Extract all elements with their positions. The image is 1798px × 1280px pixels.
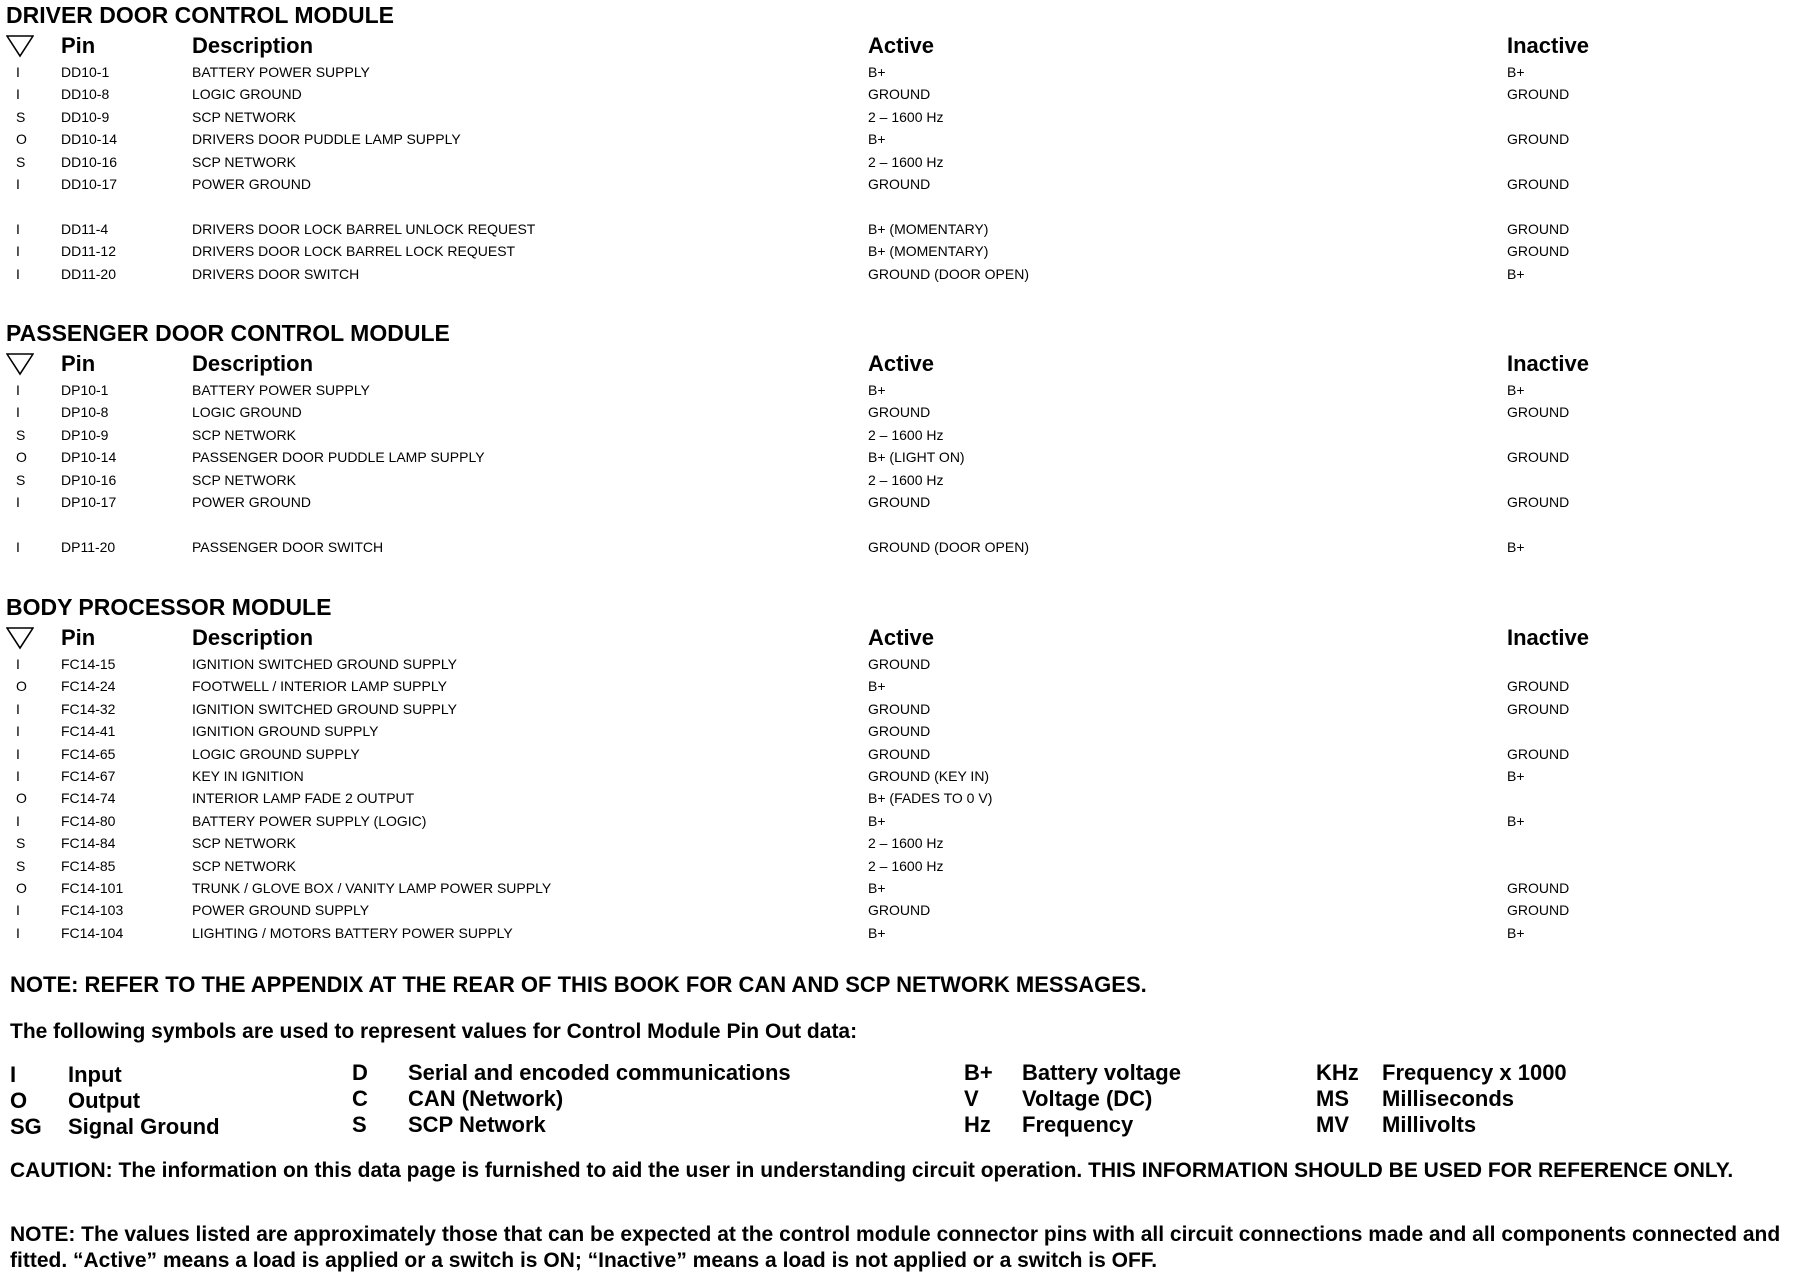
header-inactive: Inactive — [1507, 33, 1589, 58]
active-value: B+ — [868, 812, 886, 829]
io-type: I — [16, 700, 20, 717]
pin-description: SCP NETWORK — [192, 857, 296, 874]
pin-id: DP11-20 — [61, 538, 116, 555]
inactive-value: GROUND — [1507, 175, 1570, 192]
table-row — [6, 899, 1786, 921]
inactive-value: B+ — [1507, 382, 1525, 398]
table-row — [6, 536, 1786, 558]
header-pin: Pin — [61, 33, 96, 58]
header-description: Description — [192, 625, 314, 650]
active-value: 2 – 1600 Hz — [868, 426, 944, 443]
table-row — [6, 832, 1786, 854]
pin-id: FC14-24 — [61, 678, 116, 695]
legend-sym: S — [352, 1112, 367, 1137]
module-title: PASSENGER DOOR CONTROL MODULE — [6, 320, 450, 346]
pin-id: FC14-67 — [61, 767, 116, 784]
legend-desc: Frequency x 1000 — [1382, 1060, 1567, 1085]
pin-description: SCP NETWORK — [192, 153, 296, 170]
pin-id: DD10-17 — [61, 175, 118, 192]
table-row — [6, 379, 1786, 401]
pin-id: FC14-101 — [61, 879, 124, 896]
pin-description: PASSENGER DOOR PUDDLE LAMP SUPPLY — [192, 449, 485, 466]
module-section-driver-door — [6, 0, 1786, 285]
pin-id: FC14-80 — [61, 812, 116, 829]
io-type: S — [16, 426, 26, 443]
active-value: B+ — [868, 382, 886, 398]
pin-description: POWER GROUND — [192, 175, 311, 192]
inactive-value: GROUND — [1507, 493, 1570, 510]
pin-description: INTERIOR LAMP FADE 2 OUTPUT — [192, 790, 415, 807]
legend-sym: V — [964, 1086, 979, 1111]
triangle-down-icon — [6, 352, 34, 376]
pin-id: DD11-12 — [61, 243, 116, 260]
symbol-legend — [0, 1060, 1798, 1140]
io-type: I — [16, 64, 20, 80]
table-row — [6, 173, 1786, 195]
legend-sym: D — [352, 1060, 368, 1085]
pin-id: FC14-32 — [61, 700, 116, 717]
io-type: I — [16, 723, 20, 740]
pin-description: LOGIC GROUND SUPPLY — [192, 745, 360, 762]
io-type: I — [16, 220, 20, 237]
inactive-value: B+ — [1507, 812, 1525, 829]
pin-description: SCP NETWORK — [192, 835, 296, 852]
inactive-value: B+ — [1507, 64, 1525, 80]
inactive-value: GROUND — [1507, 404, 1570, 421]
inactive-value: B+ — [1507, 924, 1525, 941]
module-section-body-processor — [6, 592, 1786, 944]
inactive-value: GROUND — [1507, 449, 1570, 466]
pin-description: TRUNK / GLOVE BOX / VANITY LAMP POWER SUPPLY — [192, 879, 552, 896]
active-value: GROUND — [868, 745, 931, 762]
pin-id: FC14-85 — [61, 857, 116, 874]
table-row — [6, 653, 1786, 675]
active-value: GROUND — [868, 493, 931, 510]
pin-description: DRIVERS DOOR SWITCH — [192, 265, 360, 282]
pin-description: IGNITION SWITCHED GROUND SUPPLY — [192, 700, 457, 717]
header-active: Active — [868, 351, 935, 376]
inactive-value: GROUND — [1507, 131, 1570, 148]
pin-description: SCP NETWORK — [192, 471, 296, 488]
table-row — [6, 240, 1786, 262]
module-title: DRIVER DOOR CONTROL MODULE — [6, 2, 395, 28]
io-type: S — [16, 153, 26, 170]
io-type: I — [16, 243, 20, 260]
table-row — [6, 128, 1786, 150]
pin-id: DP10-1 — [61, 382, 109, 398]
active-value: B+ — [868, 924, 886, 941]
legend-desc: Input — [68, 1062, 122, 1087]
table-row — [6, 922, 1786, 944]
io-type: I — [16, 86, 20, 103]
pin-id: DD10-1 — [61, 64, 110, 80]
io-type: I — [16, 902, 20, 919]
active-value: B+ — [868, 678, 886, 695]
table-row — [6, 675, 1786, 697]
pin-description: PASSENGER DOOR SWITCH — [192, 538, 384, 555]
io-type: S — [16, 471, 26, 488]
table-row — [6, 151, 1786, 173]
pin-description: SCP NETWORK — [192, 108, 296, 125]
table-row — [6, 491, 1786, 513]
pin-description: LOGIC GROUND — [192, 404, 302, 421]
active-value: GROUND — [868, 902, 931, 919]
table-row — [6, 765, 1786, 787]
active-value: GROUND — [868, 656, 931, 672]
active-value: B+ — [868, 64, 886, 80]
table-row — [6, 424, 1786, 446]
header-description: Description — [192, 351, 314, 376]
legend-desc: Serial and encoded communications — [408, 1060, 791, 1085]
caution-note: CAUTION: The information on this data page is furnished to aid the user in understanding circuit operation. THIS INFORMATION SHOULD BE USED FOR REFERENCE ONLY. — [10, 1159, 1734, 1182]
active-value: B+ (LIGHT ON) — [868, 449, 965, 466]
active-value: 2 – 1600 Hz — [868, 108, 944, 125]
io-type: O — [16, 449, 27, 466]
table-row — [6, 83, 1786, 105]
table-row — [6, 787, 1786, 809]
module-section-passenger-door — [6, 318, 1786, 558]
active-value: GROUND (DOOR OPEN) — [868, 265, 1029, 282]
table-header — [6, 30, 1786, 61]
pin-description: LOGIC GROUND — [192, 86, 302, 103]
io-type: I — [16, 538, 20, 555]
table-header — [6, 622, 1786, 653]
io-type: O — [16, 790, 27, 807]
io-type: S — [16, 108, 26, 125]
header-pin: Pin — [61, 351, 96, 376]
inactive-value: GROUND — [1507, 86, 1570, 103]
table-row — [6, 855, 1786, 877]
inactive-value: GROUND — [1507, 220, 1570, 237]
legend-desc: Milliseconds — [1382, 1086, 1515, 1111]
pin-description: DRIVERS DOOR LOCK BARREL UNLOCK REQUEST — [192, 220, 536, 237]
pin-id: FC14-84 — [61, 835, 116, 852]
legend-sym: O — [10, 1088, 28, 1113]
table-row — [6, 263, 1786, 285]
pin-id: DD10-16 — [61, 153, 118, 170]
pin-description: KEY IN IGNITION — [192, 767, 304, 784]
pin-id: DP10-8 — [61, 404, 109, 421]
legend-desc: Frequency — [1022, 1112, 1134, 1137]
table-row — [6, 877, 1786, 899]
pin-id: FC14-104 — [61, 924, 124, 941]
io-type: S — [16, 835, 26, 852]
table-row — [6, 106, 1786, 128]
legend-desc: CAN (Network) — [408, 1086, 564, 1111]
active-value: B+ — [868, 131, 886, 148]
io-type: S — [16, 857, 26, 874]
io-type: O — [16, 879, 27, 896]
pin-description: DRIVERS DOOR LOCK BARREL LOCK REQUEST — [192, 243, 516, 260]
pin-description: LIGHTING / MOTORS BATTERY POWER SUPPLY — [192, 924, 513, 941]
triangle-down-icon — [6, 34, 34, 58]
header-active: Active — [868, 33, 935, 58]
io-type: I — [16, 493, 20, 510]
pin-rows — [6, 653, 1786, 944]
inactive-value: B+ — [1507, 265, 1525, 282]
pin-id: DD10-8 — [61, 86, 110, 103]
table-row — [6, 469, 1786, 491]
io-type: O — [16, 131, 27, 148]
legend-desc: Battery voltage — [1022, 1060, 1181, 1085]
legend-sym: B+ — [964, 1060, 993, 1085]
table-row — [6, 401, 1786, 423]
table-header — [6, 348, 1786, 379]
header-description: Description — [192, 33, 314, 58]
pin-description: BATTERY POWER SUPPLY (LOGIC) — [192, 812, 427, 829]
table-row — [6, 218, 1786, 240]
legend-sym: Hz — [964, 1112, 991, 1137]
pin-description: BATTERY POWER SUPPLY — [192, 382, 370, 398]
pin-id: DP10-17 — [61, 493, 117, 510]
active-value: 2 – 1600 Hz — [868, 153, 944, 170]
table-row — [6, 698, 1786, 720]
active-value: B+ (MOMENTARY) — [868, 243, 989, 260]
inactive-value: GROUND — [1507, 243, 1570, 260]
header-inactive: Inactive — [1507, 625, 1589, 650]
pin-id: DD11-20 — [61, 265, 116, 282]
table-row — [6, 810, 1786, 832]
pin-id: FC14-41 — [61, 723, 116, 740]
active-value: B+ (MOMENTARY) — [868, 220, 989, 237]
pin-description: FOOTWELL / INTERIOR LAMP SUPPLY — [192, 678, 447, 695]
inactive-value: GROUND — [1507, 902, 1570, 919]
legend-desc: Voltage (DC) — [1022, 1086, 1153, 1111]
legend-sym: SG — [10, 1114, 42, 1139]
legend-sym: C — [352, 1086, 368, 1111]
legend-sym: MS — [1316, 1086, 1349, 1111]
pin-description: DRIVERS DOOR PUDDLE LAMP SUPPLY — [192, 131, 461, 148]
inactive-value: GROUND — [1507, 879, 1570, 896]
row-spacer — [6, 513, 1786, 535]
active-value: GROUND — [868, 86, 931, 103]
io-type: I — [16, 265, 20, 282]
pin-description: BATTERY POWER SUPPLY — [192, 64, 370, 80]
legend-desc: Output — [68, 1088, 141, 1113]
io-type: I — [16, 175, 20, 192]
pin-id: FC14-74 — [61, 790, 116, 807]
pin-id: FC14-65 — [61, 745, 116, 762]
legend-sym: KHz — [1316, 1060, 1359, 1085]
pin-rows — [6, 379, 1786, 558]
row-spacer — [6, 195, 1786, 217]
triangle-down-icon — [6, 626, 34, 650]
pin-id: DD11-4 — [61, 220, 109, 237]
pin-description: POWER GROUND — [192, 493, 311, 510]
inactive-value: B+ — [1507, 538, 1525, 555]
io-type: I — [16, 382, 20, 398]
pin-description: IGNITION SWITCHED GROUND SUPPLY — [192, 656, 457, 672]
symbols-intro: The following symbols are used to represent values for Control Module Pin Out data: — [10, 1020, 858, 1043]
legend-desc: SCP Network — [408, 1112, 546, 1137]
table-row — [6, 61, 1786, 83]
legend-sym: I — [10, 1062, 17, 1087]
appendix-note: NOTE: REFER TO THE APPENDIX AT THE REAR OF THIS BOOK FOR CAN AND SCP NETWORK MESSAGES. — [10, 972, 1147, 997]
legend-desc: Signal Ground — [68, 1114, 220, 1139]
pin-id: FC14-103 — [61, 902, 124, 919]
pin-rows — [6, 61, 1786, 285]
pin-id: DP10-16 — [61, 471, 117, 488]
io-type: I — [16, 767, 20, 784]
io-type: I — [16, 745, 20, 762]
pin-id: DD10-9 — [61, 108, 110, 125]
io-type: I — [16, 924, 20, 941]
legend-desc: Millivolts — [1382, 1112, 1477, 1137]
pin-description: IGNITION GROUND SUPPLY — [192, 723, 379, 740]
active-value: 2 – 1600 Hz — [868, 835, 944, 852]
inactive-value: GROUND — [1507, 745, 1570, 762]
values-note: NOTE: The values listed are approximately those that can be expected at the control module connector pins with all circuit connections made and all components connected and fitted. “Active” means a load is applied or a switch is ON; “Inactive” means a load is not applied or a switch is OFF. — [10, 1223, 1781, 1272]
inactive-value: GROUND — [1507, 678, 1570, 695]
active-value: GROUND — [868, 175, 931, 192]
pin-id: DP10-14 — [61, 449, 117, 466]
active-value: B+ — [868, 879, 886, 896]
active-value: 2 – 1600 Hz — [868, 471, 944, 488]
pin-description: SCP NETWORK — [192, 426, 296, 443]
legend-sym: MV — [1316, 1112, 1349, 1137]
active-value: B+ (FADES TO 0 V) — [868, 790, 993, 807]
pin-description: POWER GROUND SUPPLY — [192, 902, 370, 919]
inactive-value: B+ — [1507, 767, 1525, 784]
active-value: GROUND — [868, 700, 931, 717]
io-type: I — [16, 812, 20, 829]
io-type: I — [16, 404, 20, 421]
table-row — [6, 720, 1786, 742]
active-value: GROUND (DOOR OPEN) — [868, 538, 1029, 555]
module-title: BODY PROCESSOR MODULE — [6, 594, 332, 620]
pin-id: DP10-9 — [61, 426, 109, 443]
inactive-value: GROUND — [1507, 700, 1570, 717]
pin-id: DD10-14 — [61, 131, 118, 148]
io-type: I — [16, 656, 20, 672]
table-row — [6, 743, 1786, 765]
active-value: GROUND — [868, 723, 931, 740]
pin-id: FC14-15 — [61, 656, 116, 672]
active-value: GROUND — [868, 404, 931, 421]
table-row — [6, 446, 1786, 468]
active-value: GROUND (KEY IN) — [868, 767, 990, 784]
active-value: 2 – 1600 Hz — [868, 857, 944, 874]
header-inactive: Inactive — [1507, 351, 1589, 376]
header-active: Active — [868, 625, 935, 650]
header-pin: Pin — [61, 625, 96, 650]
io-type: O — [16, 678, 27, 695]
